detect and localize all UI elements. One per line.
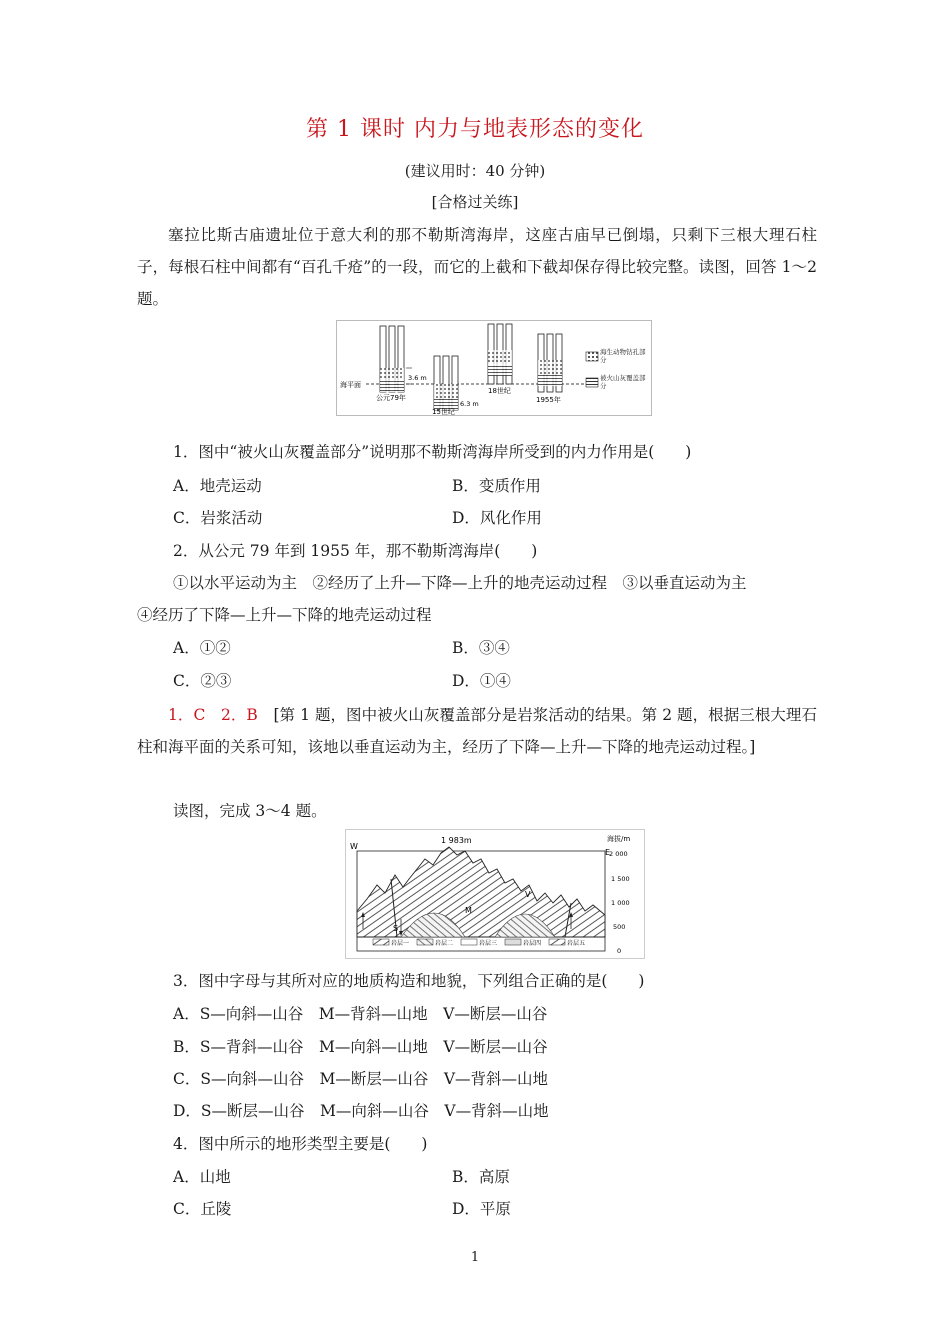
legend-ash-label: 被火山灰覆盖部分 [600, 374, 646, 390]
label-15th-century: 15世纪 [432, 408, 455, 416]
height-3-6m: 3.6 m [408, 374, 427, 382]
question-3-option-d: D．S—断层—山谷 M—向斜—山谷 V—背斜—山地 [173, 1102, 549, 1120]
page-title: 第 1 课时 内力与地表形态的变化 [306, 117, 644, 142]
legend-bore-label: 海生动物钻孔部分 [600, 348, 646, 364]
question-2-stem: 2．从公元 79 年到 1955 年，那不勒斯湾海岸( ) [173, 542, 538, 560]
tick-2000: 2 000 [609, 850, 628, 858]
tick-1500: 1 500 [611, 875, 630, 883]
question-1-option-d: D．风化作用 [452, 509, 542, 527]
question-1-stem: 1．图中“被火山灰覆盖部分”说明那不勒斯湾海岸所受到的内力作用是( ) [173, 443, 692, 461]
answer-explanation: [第 1 题，图中被火山灰覆盖部分是岩浆活动的结果。第 2 题，根据三根大理石柱和海平面的关系可知，该地以垂直运动为主，经历了下降—上升—下降的地壳运动过程。] [137, 706, 817, 756]
tick-1000: 1 000 [611, 899, 630, 907]
label-east: E [605, 848, 611, 857]
intro-paragraph-2: 读图，完成 3～4 题。 [173, 802, 327, 820]
label-18th-century: 18世纪 [488, 387, 511, 395]
answer-1-2 [137, 699, 817, 763]
sea-level-label: 海平面 [340, 381, 361, 389]
question-3-stem: 3．图中字母与其所对应的地质构造和地貌，下列组合正确的是( ) [173, 972, 645, 990]
layer-legend-1: 岩层一 [391, 940, 410, 947]
page-number: 1 [470, 1250, 480, 1265]
answer-key: 1．C 2．B [168, 706, 258, 724]
question-1-option-b: B．变质作用 [452, 477, 541, 495]
layer-legend-5: 岩层五 [567, 940, 586, 947]
question-3-option-a: A．S—向斜—山谷 M—背斜—山地 V—断层—山谷 [173, 1005, 548, 1023]
label-m: M [465, 906, 472, 915]
figure-geologic-section [345, 829, 645, 959]
figure-temple-columns [336, 320, 652, 416]
tick-0: 0 [617, 947, 622, 955]
question-3-option-c: C．S—向斜—山谷 M—断层—山谷 V—背斜—山地 [173, 1070, 549, 1088]
question-4-option-a: A．山地 [173, 1168, 231, 1186]
question-2-statements-2: ④经历了下降—上升—下降的地壳运动过程 [137, 606, 432, 624]
label-west: W [350, 842, 358, 851]
label-v: V [525, 890, 531, 899]
question-4-stem: 4．图中所示的地形类型主要是( ) [173, 1135, 428, 1153]
tick-500: 500 [613, 923, 626, 931]
label-79ad: 公元79年 [376, 394, 406, 402]
question-2-statements-1: ①以水平运动为主 ②经历了上升—下降—上升的地壳运动过程 ③以垂直运动为主 [173, 574, 747, 592]
label-1955: 1955年 [536, 396, 561, 404]
layer-legend-4: 岩层四 [523, 940, 542, 947]
question-4-option-b: B．高原 [452, 1168, 510, 1186]
question-1-option-a: A．地壳运动 [173, 477, 262, 495]
question-3-option-b: B．S—背斜—山谷 M—向斜—山地 V—断层—山谷 [173, 1038, 548, 1056]
height-6-3m: 6.3 m [460, 400, 479, 408]
axis-title-elevation: 海拔/m [607, 835, 631, 843]
label-s: S [393, 924, 399, 933]
question-4-option-d: D．平原 [452, 1200, 511, 1218]
question-2-option-d: D．①④ [452, 672, 511, 690]
question-2-option-b: B．③④ [452, 639, 510, 657]
question-1-option-c: C．岩浆活动 [173, 509, 263, 527]
layer-legend-3: 岩层三 [479, 940, 498, 947]
section-heading: [合格过关练] [431, 193, 519, 211]
intro-paragraph-1: 塞拉比斯古庙遗址位于意大利的那不勒斯湾海岸，这座古庙早已倒塌，只剩下三根大理石柱子，每根石柱中间都有“百孔千疮”的一段，而它的上截和下截却保存得比较完整。读图，回答 1～2 题。 [137, 226, 817, 308]
suggested-time: (建议用时：40 分钟) [404, 162, 546, 180]
question-2-option-a: A．①② [173, 639, 231, 657]
question-4-option-c: C．丘陵 [173, 1200, 232, 1218]
label-peak-elevation: 1 983m [441, 836, 472, 845]
columns-18th-century [488, 324, 512, 395]
question-2-option-c: C．②③ [173, 672, 232, 690]
layer-legend-2: 岩层二 [435, 940, 454, 947]
